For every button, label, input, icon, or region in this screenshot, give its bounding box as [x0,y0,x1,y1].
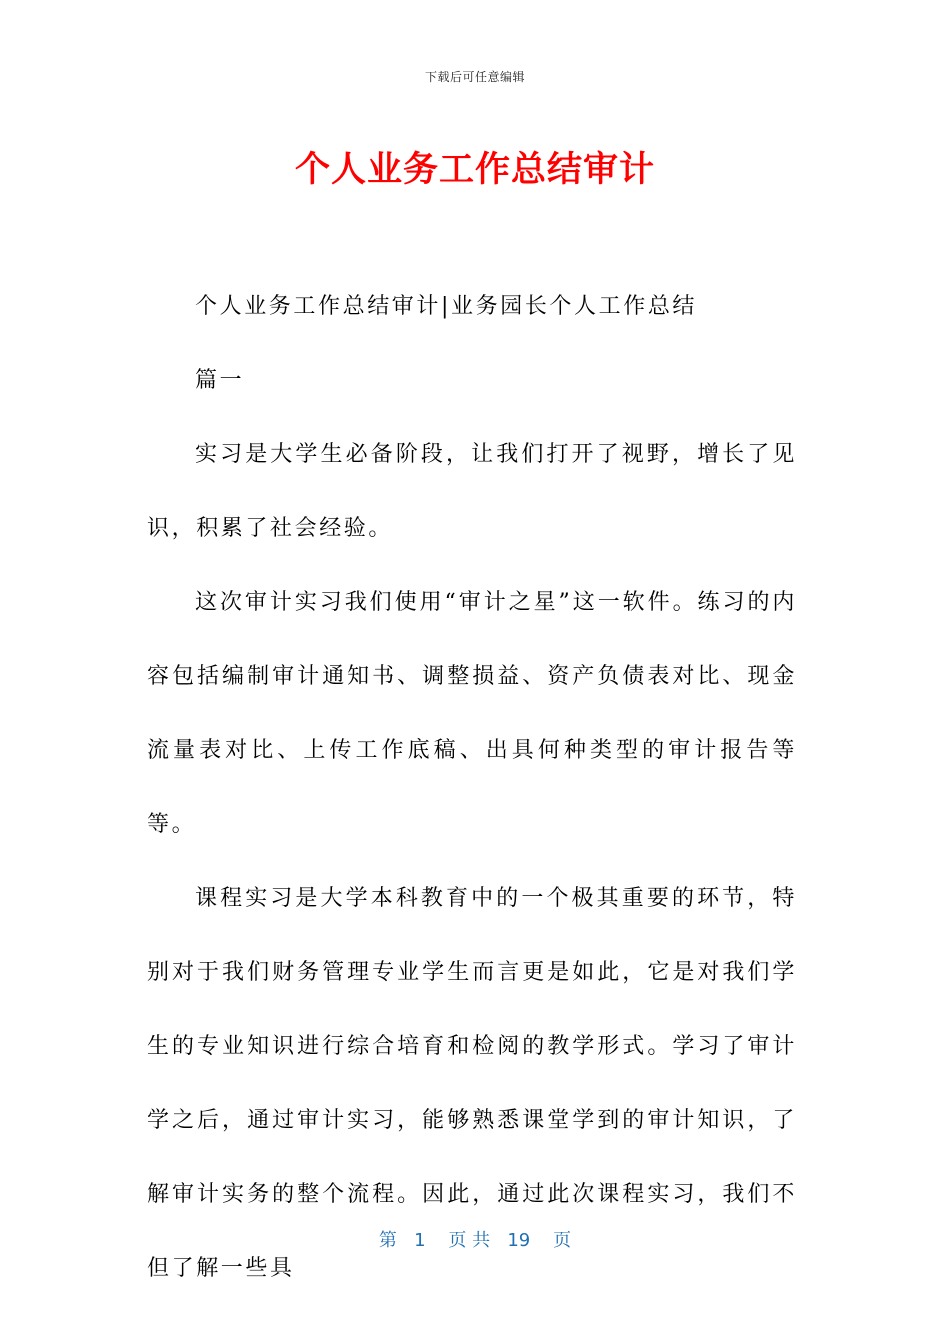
footer-middle: 页 共 [448,1230,491,1251]
document-body [147,270,797,1306]
current-page-number: 1 [414,1230,426,1251]
page-footer [0,1226,950,1252]
footer-prefix: 第 [378,1230,397,1251]
paragraph-subtitle: 个人业务工作总结审计|业务园长个人工作总结 [195,294,698,319]
paragraph-section-label: 篇一 [195,368,245,393]
footer-suffix: 页 [553,1230,572,1251]
document-title: 个人业务工作总结审计 [294,150,655,190]
paragraph: 课程实习是大学本科教育中的一个极其重要的环节，特别对于我们财务管理专业学生而言更是如此，它是对我们学生的专业知识进行综合培育和检阅的教学形式。学习了审计学之后，通过审计实习，能够熟悉课堂学到的审计知识，了解审计实务的整个流程。因此，通过此次课程实习，我们不但了解一些具 [147,886,797,1281]
paragraph: 实习是大学生必备阶段，让我们打开了视野，增长了见识，积累了社会经验。 [147,442,797,541]
paragraph: 这次审计实习我们使用“审计之星”这一软件。练习的内容包括编制审计通知书、调整损益、资产负债表对比、现金流量表对比、上传工作底稿、出具何种类型的审计报告等等。 [147,590,797,837]
total-pages-number: 19 [507,1230,531,1251]
header-note: 下载后可任意编辑 [424,70,525,84]
